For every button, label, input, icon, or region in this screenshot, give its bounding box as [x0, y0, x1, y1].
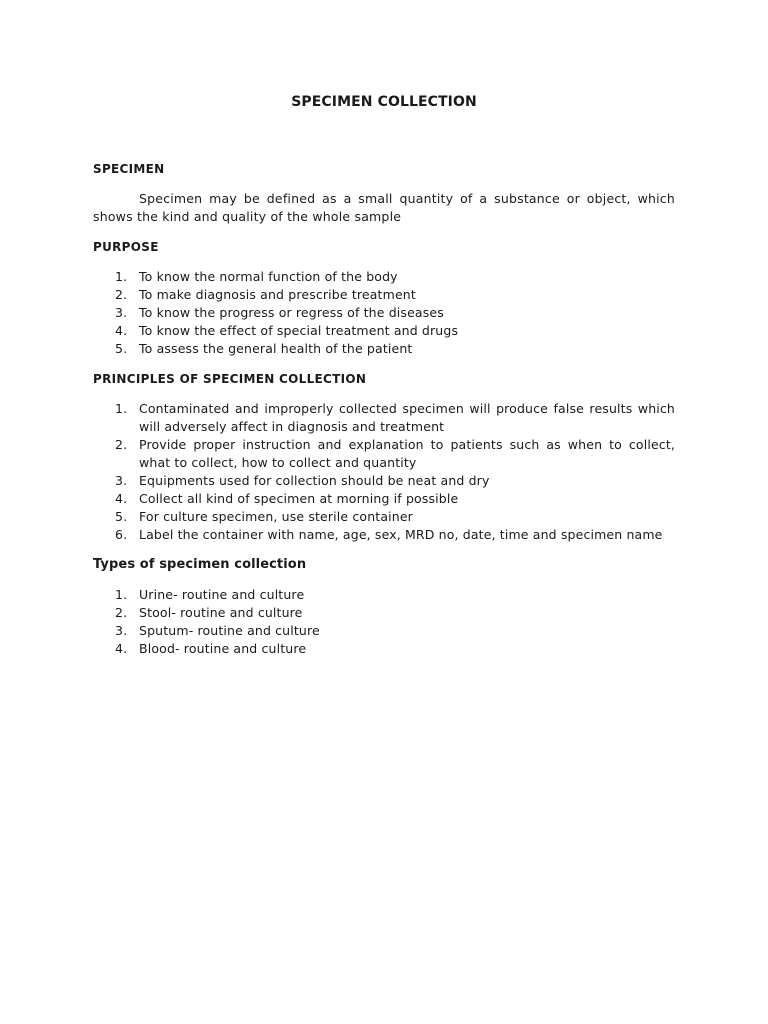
list-item-text: To know the progress or regress of the diseases — [139, 305, 444, 320]
list-item-text: Equipments used for collection should be neat and dry — [139, 473, 490, 488]
list-item-text: Provide proper instruction and explanation to patients such as when to collect, what to collect, how to collect and quantity — [139, 437, 675, 470]
list-number: 2. — [115, 287, 128, 302]
list-item — [93, 604, 675, 622]
list-item — [93, 586, 675, 604]
list-item — [93, 622, 675, 640]
section-heading-purpose: PURPOSE — [93, 240, 159, 254]
purpose-list — [93, 268, 675, 358]
list-number: 6. — [115, 527, 128, 542]
list-number: 5. — [115, 509, 128, 524]
list-item-text: Urine- routine and culture — [139, 587, 305, 602]
list-item — [93, 526, 675, 544]
document-content — [93, 92, 675, 670]
list-number: 2. — [115, 437, 128, 452]
section-heading-principles: PRINCIPLES OF SPECIMEN COLLECTION — [93, 372, 367, 386]
section-heading-specimen: SPECIMEN — [93, 162, 165, 176]
principles-list — [93, 400, 675, 544]
list-item-text: Sputum- routine and culture — [139, 623, 320, 638]
list-item-text: Stool- routine and culture — [139, 605, 303, 620]
list-number: 2. — [115, 605, 128, 620]
list-item-text: Label the container with name, age, sex, MRD no, date, time and specimen name — [139, 527, 663, 542]
list-number: 1. — [115, 587, 128, 602]
list-item-text: To know the normal function of the body — [139, 269, 398, 284]
list-item-text: For culture specimen, use sterile container — [139, 509, 413, 524]
list-item-text: To assess the general health of the patient — [139, 341, 413, 356]
list-number: 3. — [115, 473, 128, 488]
list-number: 1. — [115, 401, 128, 416]
list-item — [93, 508, 675, 526]
list-item-text: To make diagnosis and prescribe treatment — [139, 287, 416, 302]
list-number: 1. — [115, 269, 128, 284]
list-number: 4. — [115, 491, 128, 506]
section-specimen — [93, 160, 675, 226]
list-number: 4. — [115, 641, 128, 656]
section-principles — [93, 370, 675, 544]
list-item — [93, 340, 675, 358]
list-item — [93, 268, 675, 286]
section-purpose — [93, 238, 675, 358]
specimen-definition: Specimen may be defined as a small quantity of a substance or object, which shows the kind and quality of the whole sample — [93, 191, 675, 224]
list-item — [93, 640, 675, 658]
section-heading-types: Types of specimen collection — [93, 557, 307, 572]
list-number: 3. — [115, 623, 128, 638]
list-item-text: To know the effect of special treatment and drugs — [139, 323, 459, 338]
list-item — [93, 436, 675, 472]
section-types — [93, 556, 675, 658]
list-number: 3. — [115, 305, 128, 320]
list-number: 4. — [115, 323, 128, 338]
list-number: 5. — [115, 341, 128, 356]
types-list — [93, 586, 675, 658]
list-item-text: Contaminated and improperly collected specimen will produce false results which will adversely affect in diagnosis and treatment — [139, 401, 675, 434]
list-item-text: Collect all kind of specimen at morning if possible — [139, 491, 459, 506]
list-item-text: Blood- routine and culture — [139, 641, 307, 656]
list-item — [93, 322, 675, 340]
list-item — [93, 304, 675, 322]
list-item — [93, 490, 675, 508]
list-item — [93, 472, 675, 490]
list-item — [93, 286, 675, 304]
list-item — [93, 400, 675, 436]
document-title: SPECIMEN COLLECTION — [291, 94, 477, 110]
